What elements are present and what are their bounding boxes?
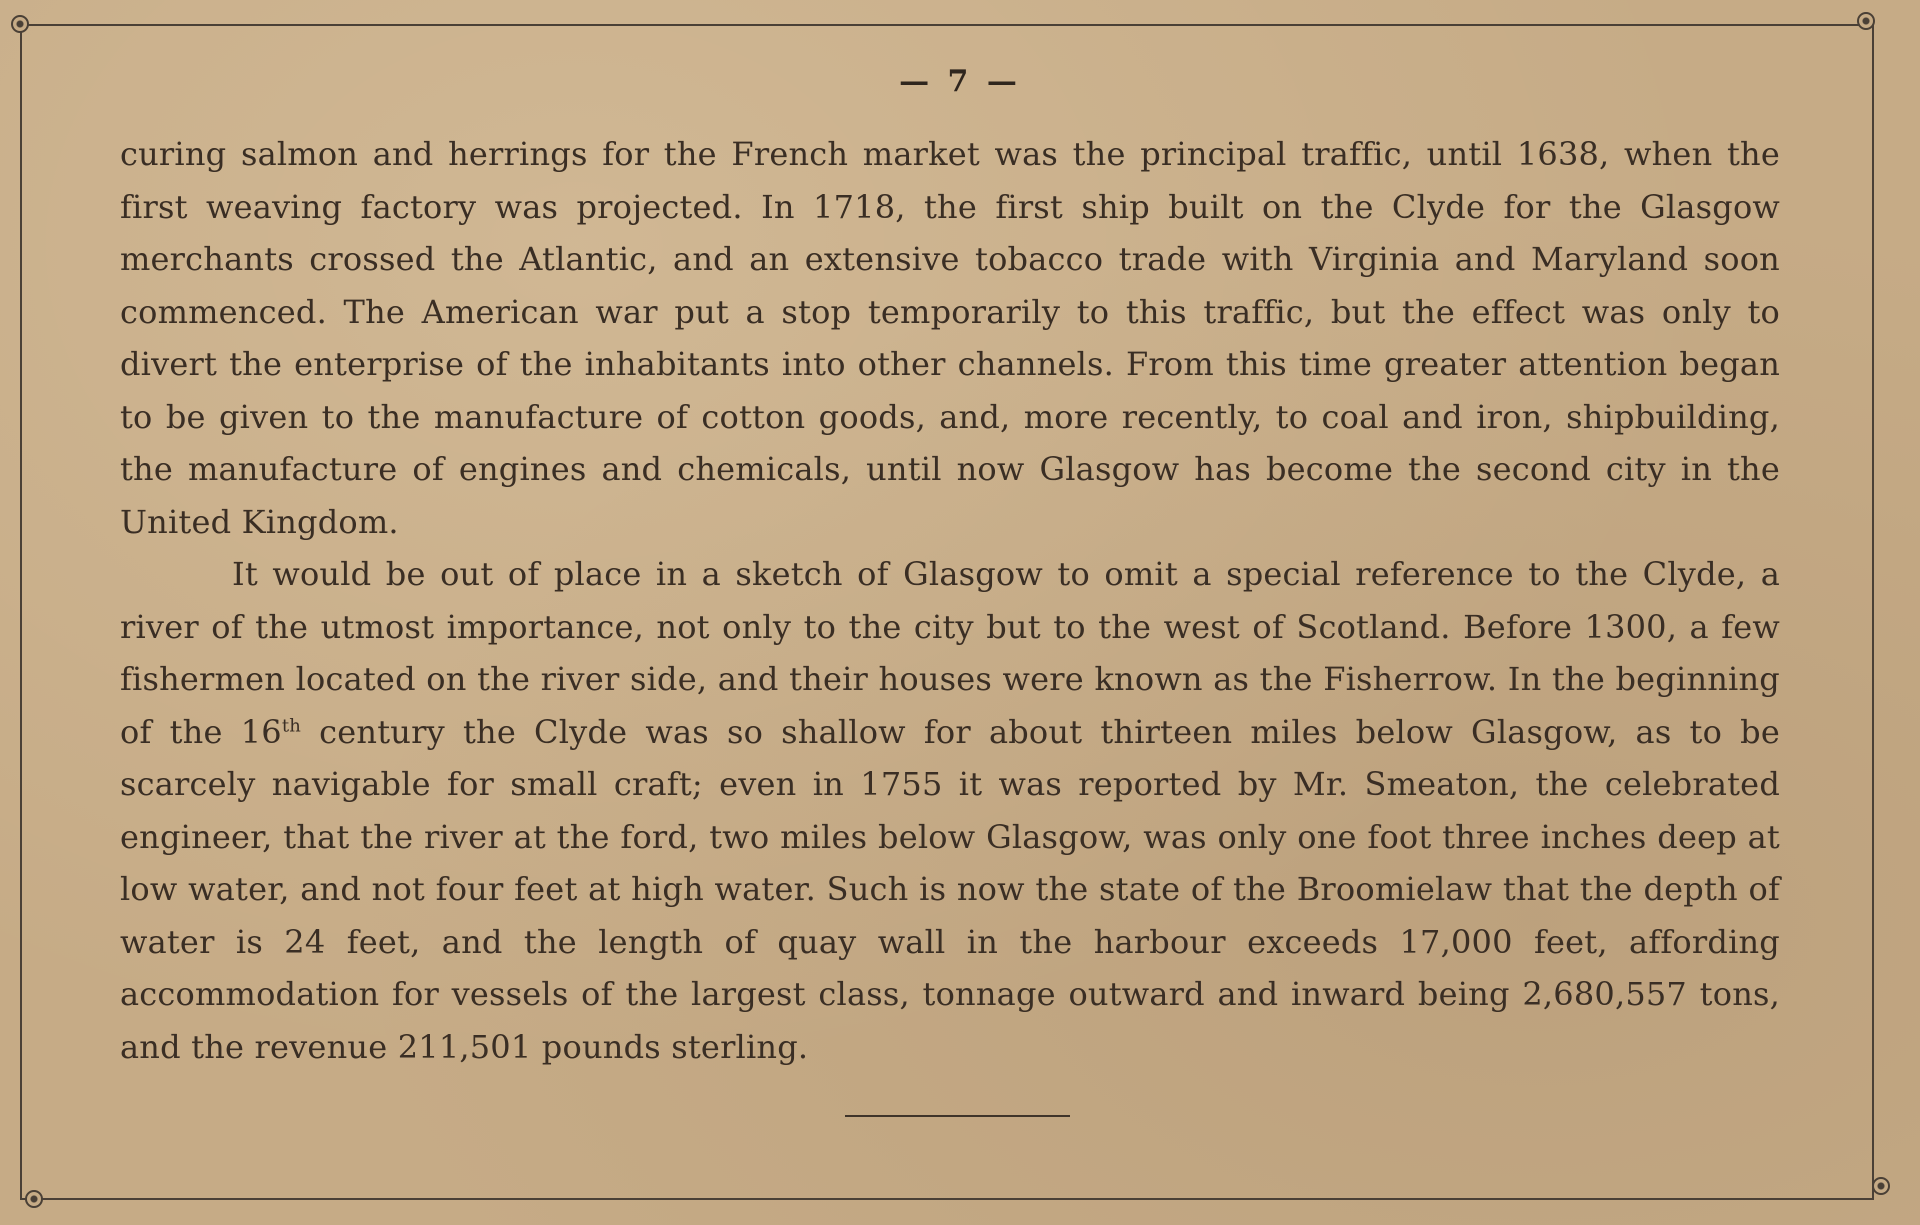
paragraph-1: curing salmon and herrings for the French market was the principal traffic, until 1638, when the first weaving factory was projected. In 1718, the first ship built on the Clyde for the Glasgow merchants crossed the Atlantic, and an extensive tobacco trade with Virginia and Maryland soon commenced. The American war put a stop temporarily to this traffic, but the effect was only to divert the enterprise of the inhabitants into other channels. From this time greater attention began to be given to the manufacture of cotton goods, and, more recently, to coal and iron, shipbuilding, the manufacture of engines and chemicals, until now Glasgow has become the second city in the United Kingdom.: [120, 135, 1780, 541]
page-number: — 7 —: [899, 64, 1021, 99]
end-rule: [845, 1115, 1070, 1117]
corner-ornament-bottom-left: [25, 1190, 43, 1208]
corner-ornament-bottom-right: [1872, 1177, 1890, 1195]
paragraph-2: [120, 548, 1780, 1073]
corner-ornament-top-right: [1857, 12, 1875, 30]
ordinal-superscript: th: [281, 714, 302, 736]
paragraph-2-text-a: It would be out of place in a sketch of Glasgow to omit a special reference to the Clyde, a river of the utmost importance, not only to the city but to the west of Scotland. Before 1300, a few fishermen located on the river side, and their houses were known as the Fisherrow. In the beginning of the 16: [120, 555, 1780, 751]
corner-ornament-top-left: [11, 15, 29, 33]
paragraph-2-text-b: century the Clyde was so shallow for about thirteen miles below Glasgow, as to be scarcely navigable for small craft; even in 1755 it was reported by Mr. Smeaton, the celebrated engineer, that the river at the ford, two miles below Glasgow, was only one foot three inches deep at low water, and not four feet at high water. Such is now the state of the Broomielaw that the depth of water is 24 feet, and the length of quay wall in the harbour exceeds 17,000 feet, affording accommodation for vessels of the largest class, tonnage outward and inward being 2,680,557 tons, and the revenue 211,501 pounds sterling.: [120, 712, 1780, 1066]
body-text: [120, 128, 1780, 1073]
